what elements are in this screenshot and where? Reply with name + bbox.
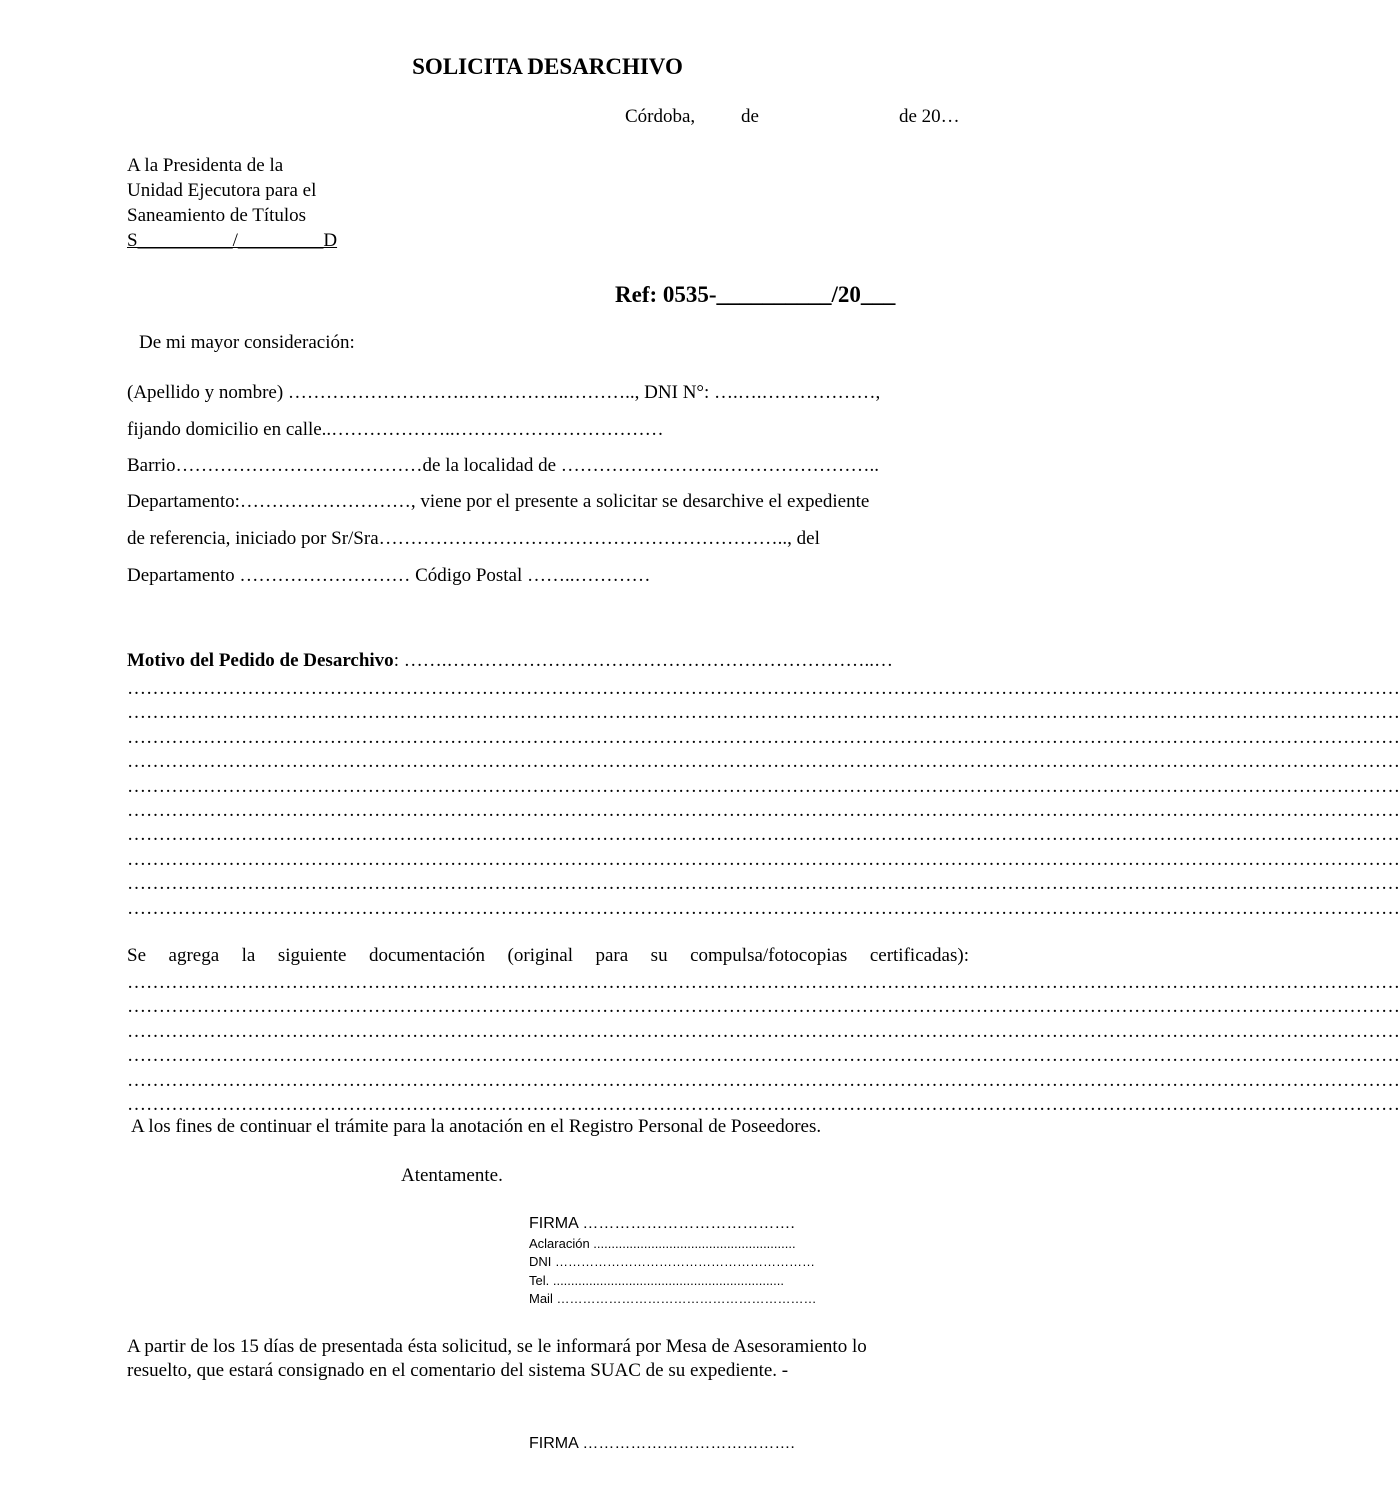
greeting: De mi mayor consideración: [139, 332, 355, 353]
motivo-dot-line: ………………………………………………………………………………………………………………………………………………………………………………… [127, 898, 1400, 919]
reference-number: Ref: 0535-__________/20___ [615, 282, 896, 307]
date-day-of: de [741, 106, 759, 127]
date-city: Córdoba, [625, 106, 696, 127]
documentacion-dot-line: ………………………………………………………………………………………………………………………………………………………………………………… [127, 1021, 1400, 1042]
addressee-line-1: A la Presidenta de la [127, 155, 284, 176]
body-line-4: Departamento:………………………, viene por el presente a solicitar se desarchive el expediente [127, 491, 870, 512]
body-line-1: (Apellido y nombre) ……………………….……………..……….., DNI N°: ….….………………, [127, 382, 881, 403]
motivo-first-line [127, 651, 893, 670]
motivo-dot-line: ………………………………………………………………………………………………………………………………………………………………………………… [127, 824, 1400, 845]
documentacion-intro: Se agrega la siguiente documentación (original para su compulsa/fotocopias certificadas): [127, 945, 969, 966]
document-title: SOLICITA DESARCHIVO [412, 54, 683, 79]
documentacion-dot-line: ………………………………………………………………………………………………………………………………………………………………………………… [127, 1045, 1400, 1066]
motivo-label: Motivo del Pedido de Desarchivo [127, 650, 394, 671]
motivo-dot-line: ………………………………………………………………………………………………………………………………………………………………………………… [127, 678, 1400, 699]
motivo-dot-line: ………………………………………………………………………………………………………………………………………………………………………………… [127, 751, 1400, 772]
documentacion-dot-line: ………………………………………………………………………………………………………………………………………………………………………………… [127, 1094, 1400, 1115]
documentacion-dot-line: ………………………………………………………………………………………………………………………………………………………………………………… [127, 996, 1400, 1017]
documentacion-dot-line: ………………………………………………………………………………………………………………………………………………………………………………… [127, 1070, 1400, 1091]
signature-mail: Mail …………………………………………………… [529, 1291, 817, 1306]
signature-firma: FIRMA …………………………………. [529, 1215, 795, 1232]
signature-tel: Tel. ................................................................ [529, 1273, 784, 1288]
motivo-dot-line: ………………………………………………………………………………………………………………………………………………………………………………… [127, 776, 1400, 797]
addressee-line-3: Saneamiento de Títulos [127, 205, 307, 226]
fines-statement: A los fines de continuar el trámite para la anotación en el Registro Personal de Poseedores. [131, 1116, 822, 1137]
motivo-first-dots: : …….…………………………………………………………..… [393, 650, 893, 671]
final-firma: FIRMA …………………………………. [529, 1435, 795, 1452]
body-line-5: de referencia, iniciado por Sr/Sra……………………………………………………….., del [127, 528, 820, 549]
date-year: de 20… [899, 106, 960, 127]
body-line-2: fijando domicilio en calle..………………..…………………………… [127, 419, 664, 440]
addressee-line-2: Unidad Ejecutora para el [127, 180, 317, 201]
signature-dni: DNI …………………………………………………… [529, 1254, 815, 1269]
addressee-line-4: S__________/_________D [127, 230, 338, 251]
motivo-dot-line: ………………………………………………………………………………………………………………………………………………………………………………… [127, 849, 1400, 870]
motivo-dot-line: ………………………………………………………………………………………………………………………………………………………………………………… [127, 800, 1400, 821]
motivo-dot-line: ………………………………………………………………………………………………………………………………………………………………………………… [127, 727, 1400, 748]
body-line-6: Departamento ……………………… Código Postal ……..………… [127, 565, 651, 586]
body-line-3: Barrio…………………………………de la localidad de …………………….…………………….. [127, 455, 880, 476]
documentacion-dot-line: ………………………………………………………………………………………………………………………………………………………………………………… [127, 972, 1400, 993]
motivo-dot-line: ………………………………………………………………………………………………………………………………………………………………………………… [127, 873, 1400, 894]
signature-aclaracion: Aclaración ........................................................ [529, 1236, 796, 1251]
notice-line-2: resuelto, que estará consignado en el comentario del sistema SUAC de su expediente. - [127, 1360, 789, 1381]
closing: Atentamente. [401, 1165, 503, 1186]
notice-line-1: A partir de los 15 días de presentada ésta solicitud, se le informará por Mesa de Asesoramiento lo [127, 1336, 867, 1357]
motivo-dot-line: ………………………………………………………………………………………………………………………………………………………………………………… [127, 702, 1400, 723]
